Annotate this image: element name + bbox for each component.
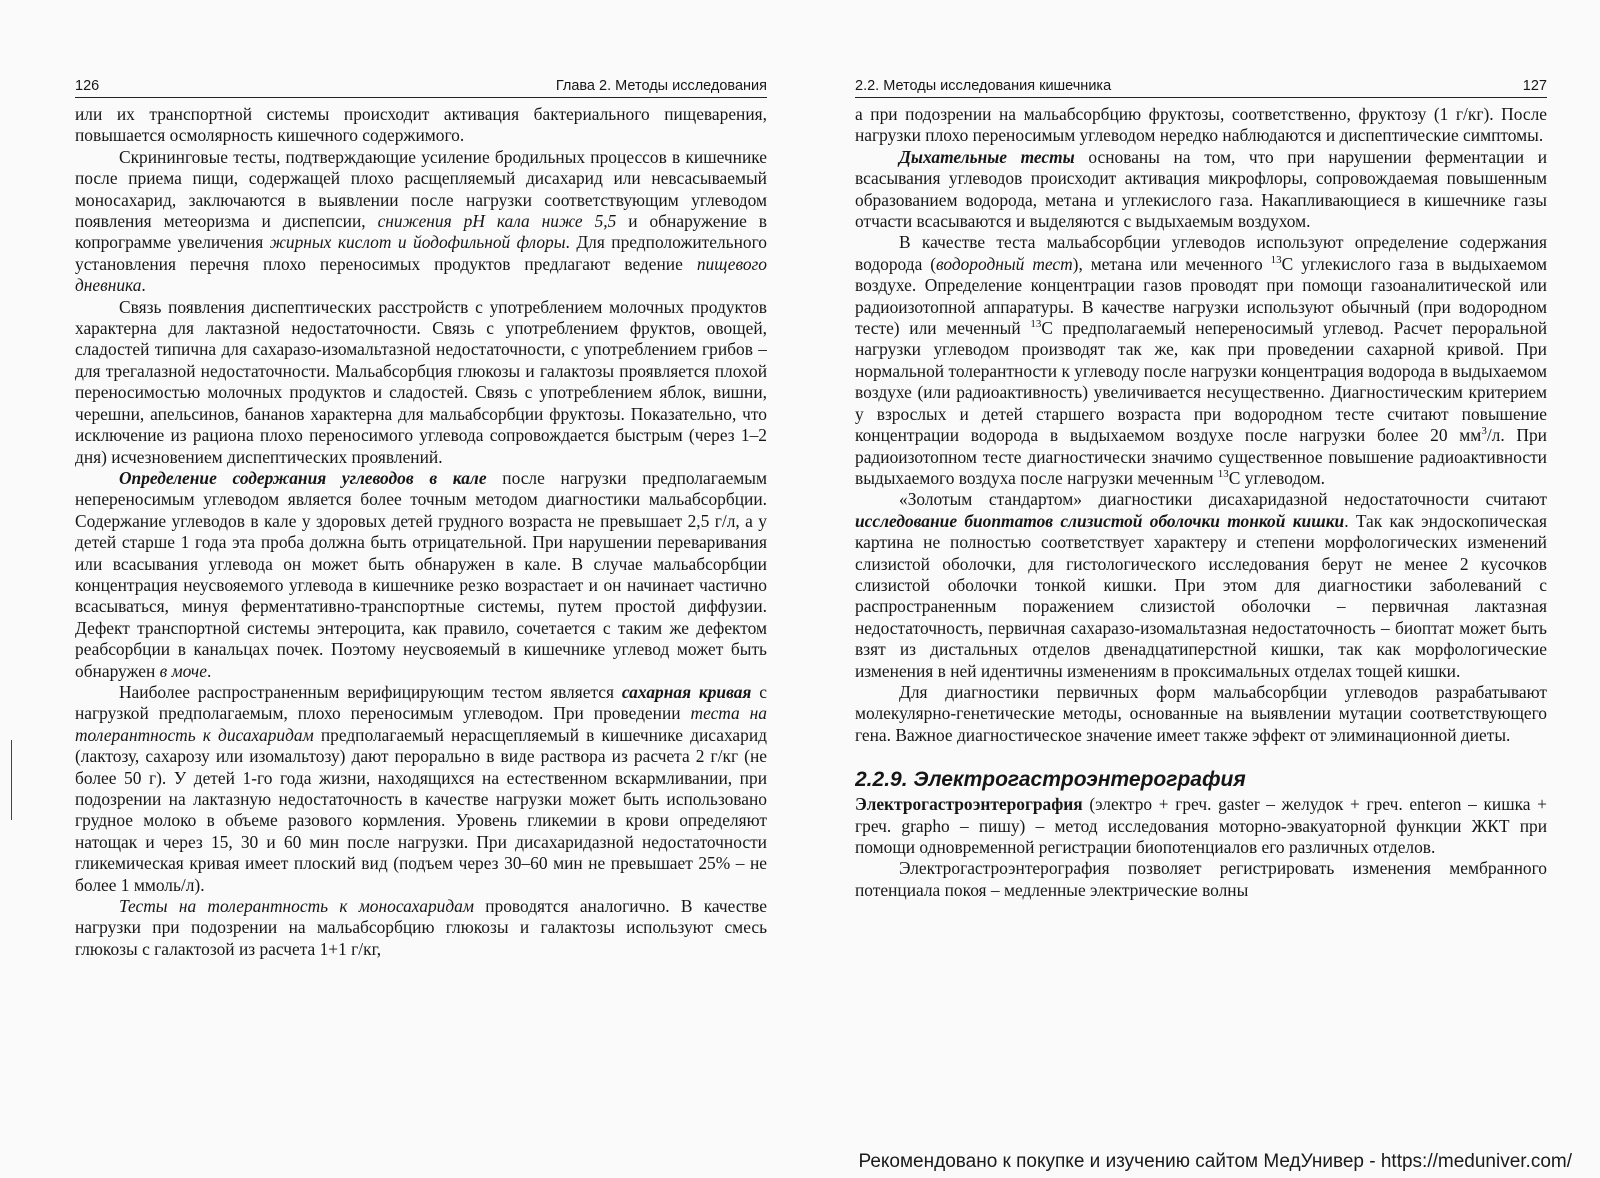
paragraph: Электрогастроэнтерография позволяет регистрировать изменения мембранного потенциала покоя – медленные электрические волны	[855, 858, 1547, 900]
paragraph: Тесты на толерантность к моносахаридам проводятся аналогично. В качестве нагрузки при подозрении на мальабсорбцию глюкозы и галактозы используют смесь глюкозы с галактозой из расчета 1+1 г/кг,	[75, 896, 767, 959]
section-heading: 2.2.9. Электрогастроэнтерография	[855, 768, 1246, 792]
left-page-text	[75, 104, 767, 960]
running-title: 2.2. Методы исследования кишечника	[855, 78, 1112, 94]
paragraph: Для диагностики первичных форм мальабсорбции углеводов разрабатывают молекулярно-генетические методы, основанные на выявлении мутации соответствующего гена. Важное диагностическое значение имеет также эффект от элиминационной диеты.	[855, 681, 1547, 745]
running-head-left	[75, 76, 767, 98]
footer-watermark-link[interactable]: Рекомендовано к покупке и изучению сайтом МедУнивер - https://meduniver.com/	[858, 1151, 1572, 1172]
paragraph: Определение содержания углеводов в кале после нагрузки предполагаемым непереносимым углеводом является более точным методом диагностики мальабсорбции. Содержание углеводов в кале у здоровых детей грудного возраста не превышает 2,5 г/л, а у детей старше 1 года эта проба должна быть отрицательной. При нарушении переваривания или всасывания углевода он может быть обнаружен в кале. В случае мальабсорбции концентрация неусвояемого углевода в кишечнике резко возрастает и он начинает частично всасываться, минуя ферментативно-транспортные системы, путем простой диффузии. Дефект транспортной системы энтероцита, как правило, сочетается с таким же дефектом реабсорбции в канальцах почек. Поэтому неусвояемый в кишечнике углевод может быть обнаружен в моче.	[75, 467, 767, 681]
paragraph: или их транспортной системы происходит активация бактериального пищеварения, повышается осмолярность кишечного содержимого.	[75, 104, 767, 146]
paragraph: В качестве теста мальабсорбции углеводов используют определение содержания водорода (водородный тест), метана или меченного $^{13}$С углекислого газа в выдыхаемом воздухе. Определение концентрации газов проводят при помощи газоаналитической или радиоизотопной аппаратуры. В качестве нагрузки используют обычный (при водородном тесте) или меченный $^{13}$С предполагаемый непереносимый углевод. Расчет пероральной нагрузки углеводом производят так же, как при проведении сахарной кривой. При нормальной толерантности к углеводу после нагрузки концентрация водорода в выдыхаемом воздухе (или радиоактивность) увеличивается несущественно. Диагностическим критерием у взрослых и детей старшего возраста при водородном тесте считают повышение концентрации водорода в выдыхаемом воздухе после нагрузки более 20 $мм^3/л$. При радиоизотопном тесте диагностически значимо существенное повышение радиоактивности выдыхаемого воздуха после нагрузки меченным $^{13}$С углеводом.	[855, 232, 1547, 488]
page-number: 127	[1522, 78, 1547, 94]
paragraph: а при подозрении на мальабсорбцию фруктозы, соответственно, фруктозу (1 г/кг). После нагрузки плохо переносимым углеводом нередко наблюдаются и диспептические симптомы.	[855, 104, 1547, 146]
right-page	[855, 76, 1547, 1108]
scan-margin-line	[11, 740, 12, 820]
paragraph: Связь появления диспептических расстройств с употреблением молочных продуктов характерна для лактазной недостаточности. Связь с употреблением фруктов, овощей, сладостей типична для сахаразо-изомальтазной недостаточности, с употреблением грибов – для трегалазной недостаточности. Мальабсорбция глюкозы и галактозы проявляется плохой переносимостью молочных продуктов и сладостей. Связь с употреблением яблок, вишни, черешни, апельсинов, бананов характерна для мальабсорбции фруктозы. Показательно, что исключение из рациона плохо переносимого углевода сопровождается быстрым (через 1–2 дня) исчезновением диспептических проявлений.	[75, 296, 767, 467]
paragraph: Дыхательные тесты основаны на том, что при нарушении ферментации и всасывания углеводов происходит активация микрофлоры, сопровождаемая повышенным образованием водорода, метана и углекислого газа. Накапливающиеся в кишечнике газы отчасти всасываются и выделяются с выдыхаемым воздухом.	[855, 146, 1547, 232]
paragraph: Наиболее распространенным верифицирующим тестом является сахарная кривая с нагрузкой предполагаемым, плохо переносимым углеводом. При проведении теста на толерантность к дисахаридам предполагаемый нерасщепляемый в кишечнике дисахарид (лактозу, сахарозу или изомальтозу) дают перорально в виде раствора из расчета 2 г/кг (не более 50 г). У детей 1-го года жизни, находящихся на естественном вскармливании, при подозрении на лактазную недостаточность в качестве нагрузки может быть использовано грудное молоко в объеме разового кормления. Уровень гликемии в крови определяют натощак и через 15, 30 и 60 мин после нагрузки. При дисахаридазной недостаточности гликемическая кривая имеет плоский вид (подъем через 30–60 мин не превышает 25% – не более 1 ммоль/л).	[75, 681, 767, 895]
running-title: Глава 2. Методы исследования	[555, 78, 767, 94]
page-number: 126	[75, 78, 100, 94]
paragraph: Скрининговые тесты, подтверждающие усиление бродильных процессов в кишечнике после приема пищи, содержащей плохо расщепляемый дисахарид или невсасываемый моносахарид, заключаются в выявлении после нагрузки соответствующим углеводом появления метеоризма и диспепсии, снижения pH кала ниже 5,5 и обнаружение в копрограмме увеличения жирных кислот и йодофильной флоры. Для предположительного установления перечня плохо переносимых продуктов предлагают ведение пищевого дневника.	[75, 146, 767, 296]
running-head-right	[855, 76, 1547, 98]
left-page	[75, 76, 767, 1108]
paragraph: Электрогастроэнтерография (электро + греч. gaster – желудок + греч. enteron – кишка + греч. grapho – пишу) – метод исследования моторно-эвакуаторной функции ЖКТ при помощи одновременной регистрации биопотенциалов его различных отделов.	[855, 794, 1547, 857]
paragraph: «Золотым стандартом» диагностики дисахаридазной недостаточности считают исследование биоптатов слизистой оболочки тонкой кишки. Так как эндоскопическая картина не полностью соответствует характеру и степени морфологических изменений слизистой оболочки, для гистологического исследования берут не менее 2 кусочков слизистой оболочки тонкой кишки. При этом для диагностики заболеваний с распространенным поражением слизистой оболочки – первичная лактазная недостаточность, первичная сахаразо-изомальтазная недостаточность – биоптат может быть взят из дистальных отделов двенадцатиперстной кишки, так как морфологические изменения в ней идентичны изменениям в проксимальных отделах тощей кишки.	[855, 489, 1547, 681]
right-page-text	[855, 104, 1547, 901]
